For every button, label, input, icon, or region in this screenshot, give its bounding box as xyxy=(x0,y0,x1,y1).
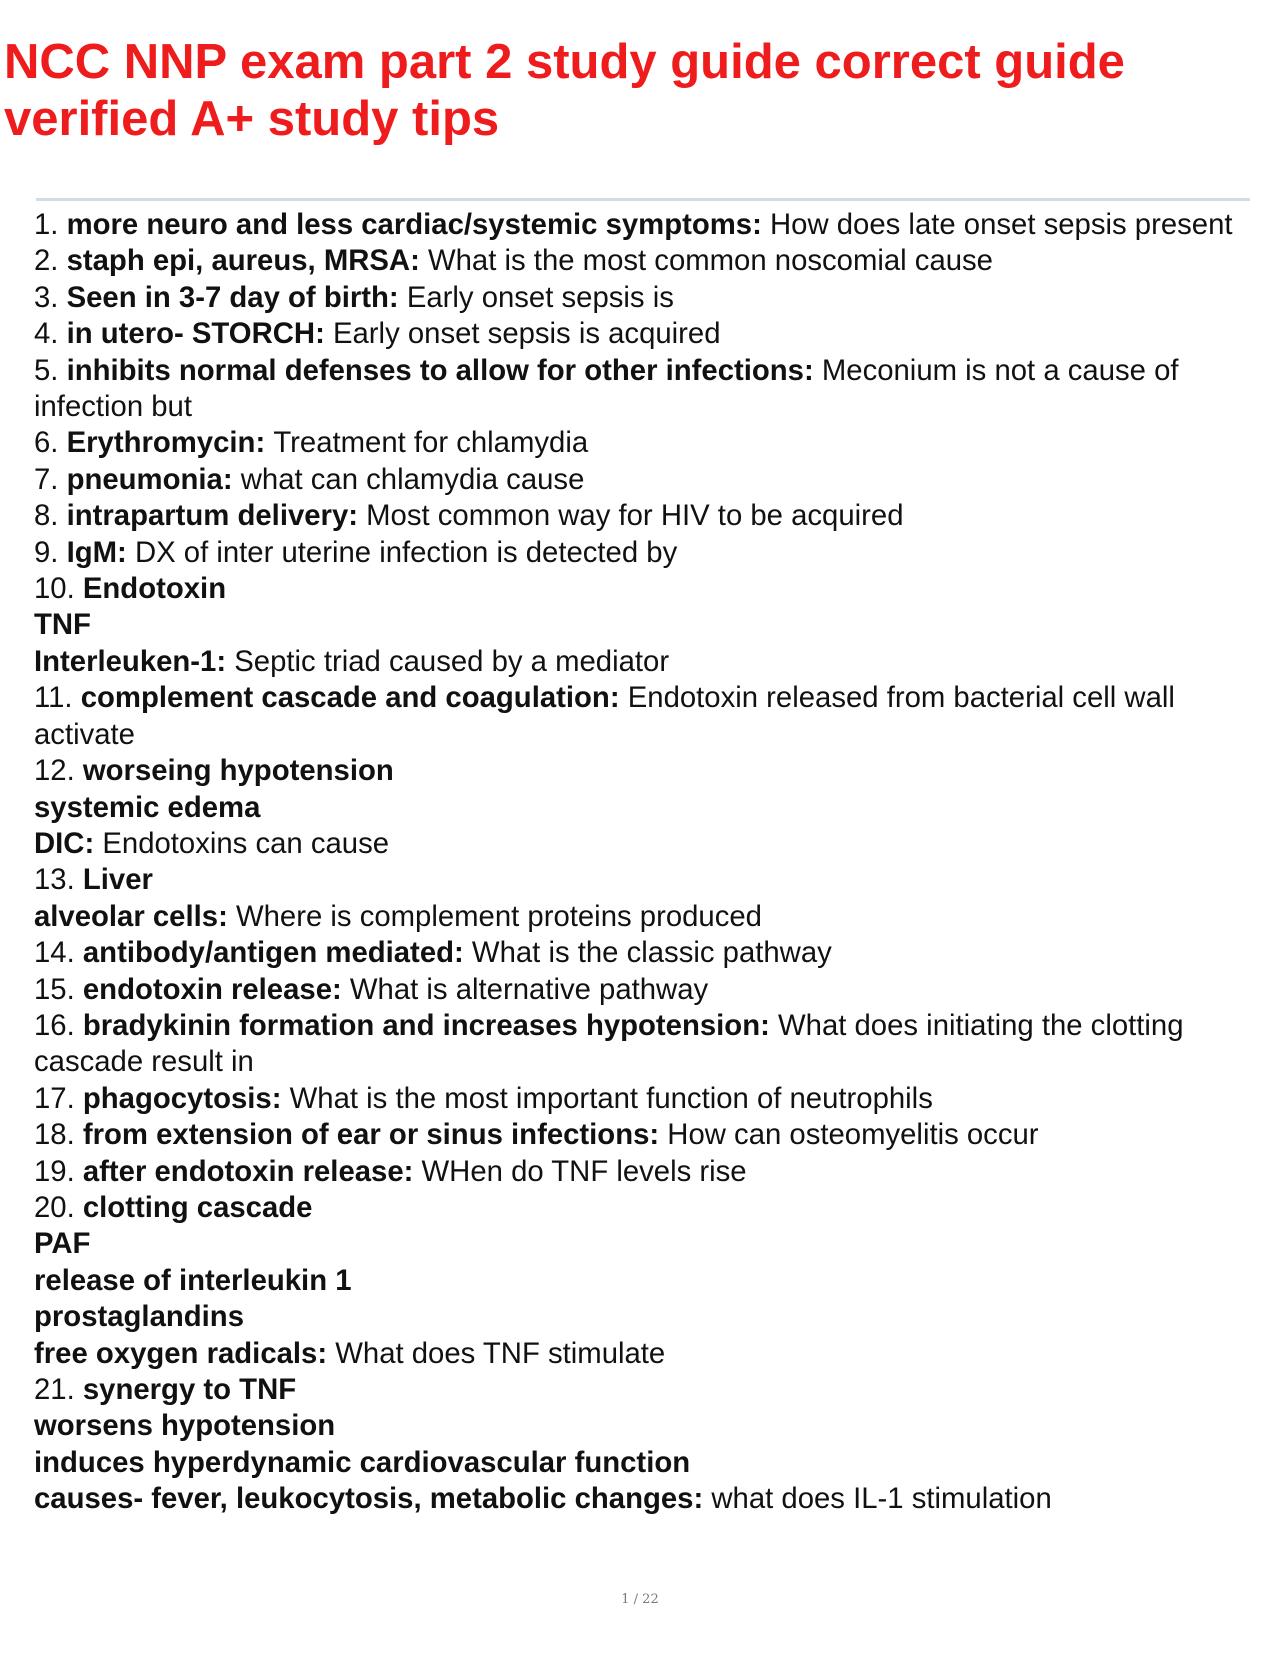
item-answer: phagocytosis xyxy=(82,1081,272,1115)
answer-separator: : xyxy=(218,899,236,933)
answer-separator: : xyxy=(410,244,428,278)
item-answer: release of interleukin 1 xyxy=(34,1263,352,1297)
item-question: what can chlamydia cause xyxy=(240,462,585,496)
item-question: Where is complement proteins produced xyxy=(235,899,762,933)
list-item xyxy=(34,972,1254,1008)
item-question: How does late onset sepsis present xyxy=(770,208,1233,241)
answer-separator: : xyxy=(803,353,822,387)
list-item xyxy=(34,1081,1254,1117)
item-number: 6. xyxy=(34,426,67,460)
item-number: 15. xyxy=(34,972,83,1006)
title-line-1: NCC NNP exam part 2 study guide correct guide xyxy=(4,35,1125,89)
item-question: Meconium is not a cause of infection but xyxy=(34,353,1179,424)
title-line-2: verified A+ study tips xyxy=(4,92,500,146)
item-answer: clotting cascade xyxy=(82,1190,313,1224)
item-answer: Liver xyxy=(82,863,153,897)
list-item xyxy=(34,680,1254,753)
item-answer: systemic edema xyxy=(34,790,261,824)
list-item xyxy=(34,1008,1254,1081)
list-item xyxy=(34,1190,1254,1372)
item-answer: antibody/antigen mediated xyxy=(82,936,455,970)
item-question: WHen do TNF levels rise xyxy=(421,1154,747,1188)
item-number: 4. xyxy=(34,317,67,351)
item-answer: alveolar cells xyxy=(34,899,219,933)
item-answer: induces hyperdynamic cardiovascular function xyxy=(34,1445,691,1479)
list-item xyxy=(34,1117,1254,1153)
item-answer: after endotoxin release xyxy=(82,1154,404,1188)
list-item xyxy=(34,316,1254,352)
item-number: 20. xyxy=(34,1190,83,1224)
item-question: Most common way for HIV to be acquired xyxy=(366,499,904,533)
item-number: 13. xyxy=(34,863,83,897)
item-answer: causes- fever, leukocytosis, metabolic changes xyxy=(34,1482,694,1516)
item-question: What is the most common noscomial cause xyxy=(427,244,993,278)
answer-separator: : xyxy=(760,1008,778,1042)
list-item xyxy=(34,462,1254,498)
answer-separator: : xyxy=(216,644,235,678)
answer-separator: : xyxy=(609,681,628,715)
item-answer: in utero- STORCH xyxy=(66,317,316,351)
list-item xyxy=(34,535,1254,571)
item-answer: Erythromycin xyxy=(66,426,256,460)
item-question: Treatment for chlamydia xyxy=(273,426,589,460)
item-number: 7. xyxy=(34,462,67,496)
list-item xyxy=(34,207,1254,243)
answer-separator: : xyxy=(693,1482,712,1516)
item-question: What is alternative pathway xyxy=(349,972,709,1006)
item-answer: Seen in 3-7 day of birth xyxy=(66,280,389,314)
item-answer: bradykinin formation and increases hypotension xyxy=(82,1008,761,1042)
item-answer: Interleuken-1 xyxy=(34,644,217,678)
item-question: Endotoxin released from bacterial cell wall activate xyxy=(34,681,1175,751)
list-item xyxy=(34,280,1254,316)
item-answer: from extension of ear or sinus infections xyxy=(82,1118,650,1152)
item-question: DX of inter uterine infection is detected by xyxy=(134,535,678,569)
item-answer: IgM xyxy=(66,535,118,569)
answer-separator: : xyxy=(649,1118,668,1152)
flashcard-list xyxy=(34,207,1254,1518)
item-number: 21. xyxy=(34,1373,83,1406)
item-number: 18. xyxy=(34,1118,83,1152)
item-answer: more neuro and less cardiac/systemic symptoms xyxy=(66,208,753,241)
item-number: 16. xyxy=(34,1008,83,1042)
item-answer: worseing hypotension xyxy=(82,754,394,788)
item-question: what does IL-1 stimulation xyxy=(711,1482,1052,1516)
item-number: 2. xyxy=(34,244,67,278)
item-number: 3. xyxy=(34,280,67,314)
item-question: Early onset sepsis is acquired xyxy=(332,317,721,351)
item-answer: TNF xyxy=(34,608,91,642)
item-question: How can osteomyelitis occur xyxy=(667,1118,1039,1152)
item-answer: DIC xyxy=(34,826,85,860)
item-number: 5. xyxy=(34,353,67,387)
item-question: Early onset sepsis is xyxy=(406,280,674,314)
list-item xyxy=(34,498,1254,534)
list-item xyxy=(34,753,1254,862)
list-item xyxy=(34,353,1254,426)
item-number: 12. xyxy=(34,754,83,788)
list-item xyxy=(34,935,1254,971)
answer-separator: : xyxy=(332,972,350,1006)
item-number: 10. xyxy=(34,572,83,606)
item-answer: synergy to TNF xyxy=(82,1373,297,1406)
item-answer: complement cascade and coagulation xyxy=(80,681,610,715)
item-question: Endotoxins can cause xyxy=(102,826,390,860)
list-item xyxy=(34,862,1254,935)
item-answer: inhibits normal defenses to allow for other infections xyxy=(66,353,804,387)
item-question: What is the classic pathway xyxy=(471,936,832,970)
item-number: 19. xyxy=(34,1154,83,1188)
list-item xyxy=(34,243,1254,279)
answer-separator: : xyxy=(315,317,333,351)
item-answer: PAF xyxy=(34,1227,91,1261)
answer-separator: : xyxy=(454,936,472,970)
item-number: 11. xyxy=(34,681,81,715)
item-answer: staph epi, aureus, MRSA xyxy=(66,244,411,278)
page-number: 1 / 22 xyxy=(621,1592,659,1607)
answer-separator: : xyxy=(117,535,135,569)
item-answer: pneumonia xyxy=(66,462,223,496)
item-answer: free oxygen radicals xyxy=(34,1336,318,1370)
item-number: 17. xyxy=(34,1081,83,1115)
answer-separator: : xyxy=(255,426,274,460)
item-question: What is the most important function of neutrophils xyxy=(289,1081,933,1115)
item-number: 1. xyxy=(34,208,67,241)
title-divider xyxy=(36,198,1250,201)
item-number: 14. xyxy=(34,936,83,970)
list-item xyxy=(34,571,1254,680)
item-question: Septic triad caused by a mediator xyxy=(234,644,670,678)
document-title xyxy=(4,34,1244,148)
item-answer: intrapartum delivery xyxy=(66,499,349,533)
item-answer: Endotoxin xyxy=(82,572,227,606)
item-answer: endotoxin release xyxy=(82,972,332,1006)
answer-separator: : xyxy=(752,208,771,241)
answer-separator: : xyxy=(317,1336,336,1370)
answer-separator: : xyxy=(222,462,241,496)
item-number: 9. xyxy=(34,535,67,569)
list-item xyxy=(34,1154,1254,1190)
answer-separator: : xyxy=(388,280,407,314)
list-item xyxy=(34,425,1254,461)
item-answer: prostaglandins xyxy=(34,1300,244,1334)
answer-separator: : xyxy=(84,826,103,860)
answer-separator: : xyxy=(348,499,367,533)
answer-separator: : xyxy=(403,1154,422,1188)
list-item xyxy=(34,1372,1254,1518)
answer-separator: : xyxy=(271,1081,290,1115)
item-answer: worsens hypotension xyxy=(34,1409,336,1443)
item-question: What does initiating the clotting cascade result in xyxy=(34,1008,1184,1079)
item-question: What does TNF stimulate xyxy=(335,1336,666,1370)
item-number: 8. xyxy=(34,499,67,533)
